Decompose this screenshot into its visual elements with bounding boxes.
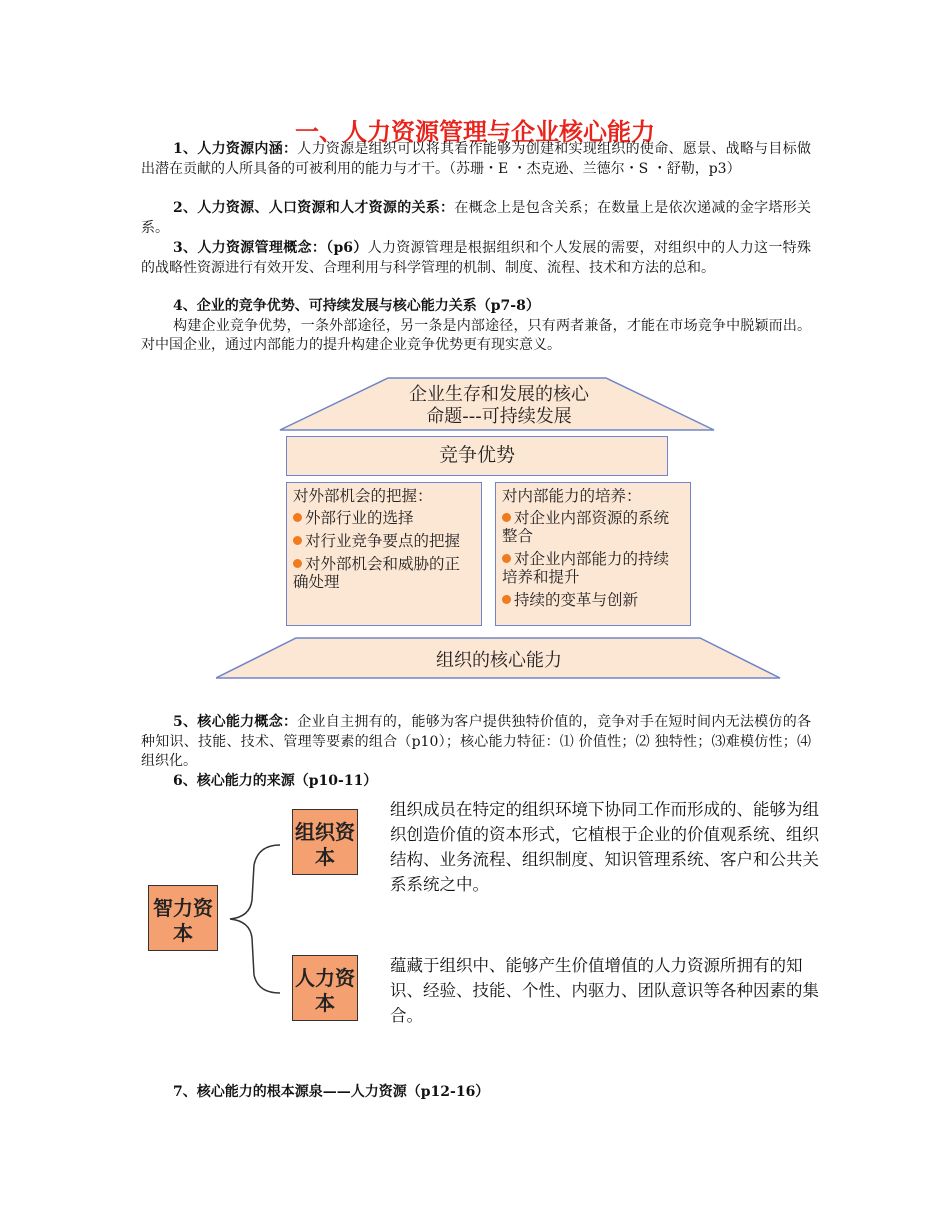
house-diagram (216, 370, 782, 686)
section-3 (141, 239, 811, 278)
external-heading: 对外部机会的把握： (293, 487, 433, 505)
bullet-dot-icon (293, 559, 302, 568)
section-4-text: 构建企业竞争优势，一条外部途径，另一条是内部途径，只有两者兼备，才能在市场竞争中脱颖而出。对中国企业，通过内部能力的提升构建企业竞争优势更有现实意义。 (141, 317, 811, 353)
human-capital-box: 人力资本 (292, 955, 358, 1021)
external-box (286, 482, 482, 626)
human-capital-description: 蕴藏于组织中、能够产生价值增值的人力资源所拥有的知识、经验、技能、个性、内驱力、团队意识等各种因素的集合。 (390, 956, 819, 1025)
bullet-dot-icon (293, 536, 302, 545)
bullet-dot-icon (502, 554, 511, 563)
page-title: 一、人力资源管理与企业核心能力 (295, 118, 655, 146)
bullet-dot-icon (502, 595, 511, 604)
section-2-text: 在概念上是包含关系；在数量上是依次递减的金字塔形关系。 (141, 200, 811, 236)
section-7-heading: 7、核心能力的根本源泉——人力资源（p12-16） (173, 1084, 490, 1100)
section-3-text: 人力资源管理是根据组织和个人发展的需要，对组织中的人力这一特殊的战略性资源进行有效开发、合理利用与科学管理的机制、制度、流程、技术和方法的总和。 (141, 240, 811, 276)
external-item: 对行业竞争要点的把握 (293, 532, 475, 550)
organizational-capital-box: 组织资本 (292, 809, 358, 875)
competitive-advantage-box: 竞争优势 (286, 436, 668, 476)
bullet-dot-icon (293, 513, 302, 522)
section-1-heading: 1、人力资源内涵： (173, 141, 298, 157)
internal-item: 对企业内部能力的持续培养和提升 (502, 550, 670, 586)
external-item: 外部行业的选择 (293, 509, 475, 527)
roof-line-1: 企业生存和发展的核心 (409, 384, 589, 405)
internal-box (495, 482, 691, 626)
section-6-heading: 6、核心能力的来源（p10-11） (173, 773, 378, 789)
capital-diagram (140, 795, 830, 1035)
internal-item: 对企业内部资源的系统整合 (502, 509, 670, 545)
section-7 (141, 1083, 811, 1103)
section-1 (141, 140, 811, 179)
section-2 (141, 199, 811, 238)
organizational-capital-description: 组织成员在特定的组织环境下协同工作而形成的、能够为组织创造价值的资本形式，它植根于企业的价值观系统、组织结构、业务流程、组织制度、知识管理系统、客户和公共关系系统之中。 (390, 800, 819, 894)
section-6 (141, 772, 811, 792)
section-5 (141, 713, 811, 772)
section-5-text: 企业自主拥有的，能够为客户提供独特价值的，竞争对手在短时间内无法模仿的各种知识、技能、技术、管理等要素的组合（p10）；核心能力特征：⑴ 价值性；⑵ 独特性；⑶难模仿性；⑷组织化。 (141, 714, 811, 769)
section-1-text: 人力资源是组织可以将其看作能够为创建和实现组织的使命、愿景、战略与目标做出潜在贡献的人所具备的可被利用的能力与才干。（苏珊・E ・杰克逊、兰德尔・S ・舒勒，p3） (141, 141, 811, 177)
roof-line-2: 命题---可持续发展 (426, 406, 572, 427)
internal-heading: 对内部能力的培养： (502, 487, 642, 505)
section-3-heading: 3、人力资源管理概念：（p6） (173, 240, 368, 256)
section-5-heading: 5、核心能力概念： (173, 714, 298, 730)
bullet-dot-icon (502, 513, 511, 522)
section-4-heading: 4、企业的竞争优势、可持续发展与核心能力关系（p7-8） (173, 298, 540, 314)
roof-label (216, 384, 782, 428)
internal-item: 持续的变革与创新 (502, 591, 684, 609)
section-2-heading: 2、人力资源、人口资源和人才资源的关系： (173, 200, 455, 216)
section-4 (141, 297, 811, 356)
base-label: 组织的核心能力 (436, 650, 562, 671)
intellectual-capital-box: 智力资本 (148, 885, 218, 951)
external-item: 对外部机会和威胁的正确处理 (293, 555, 461, 591)
